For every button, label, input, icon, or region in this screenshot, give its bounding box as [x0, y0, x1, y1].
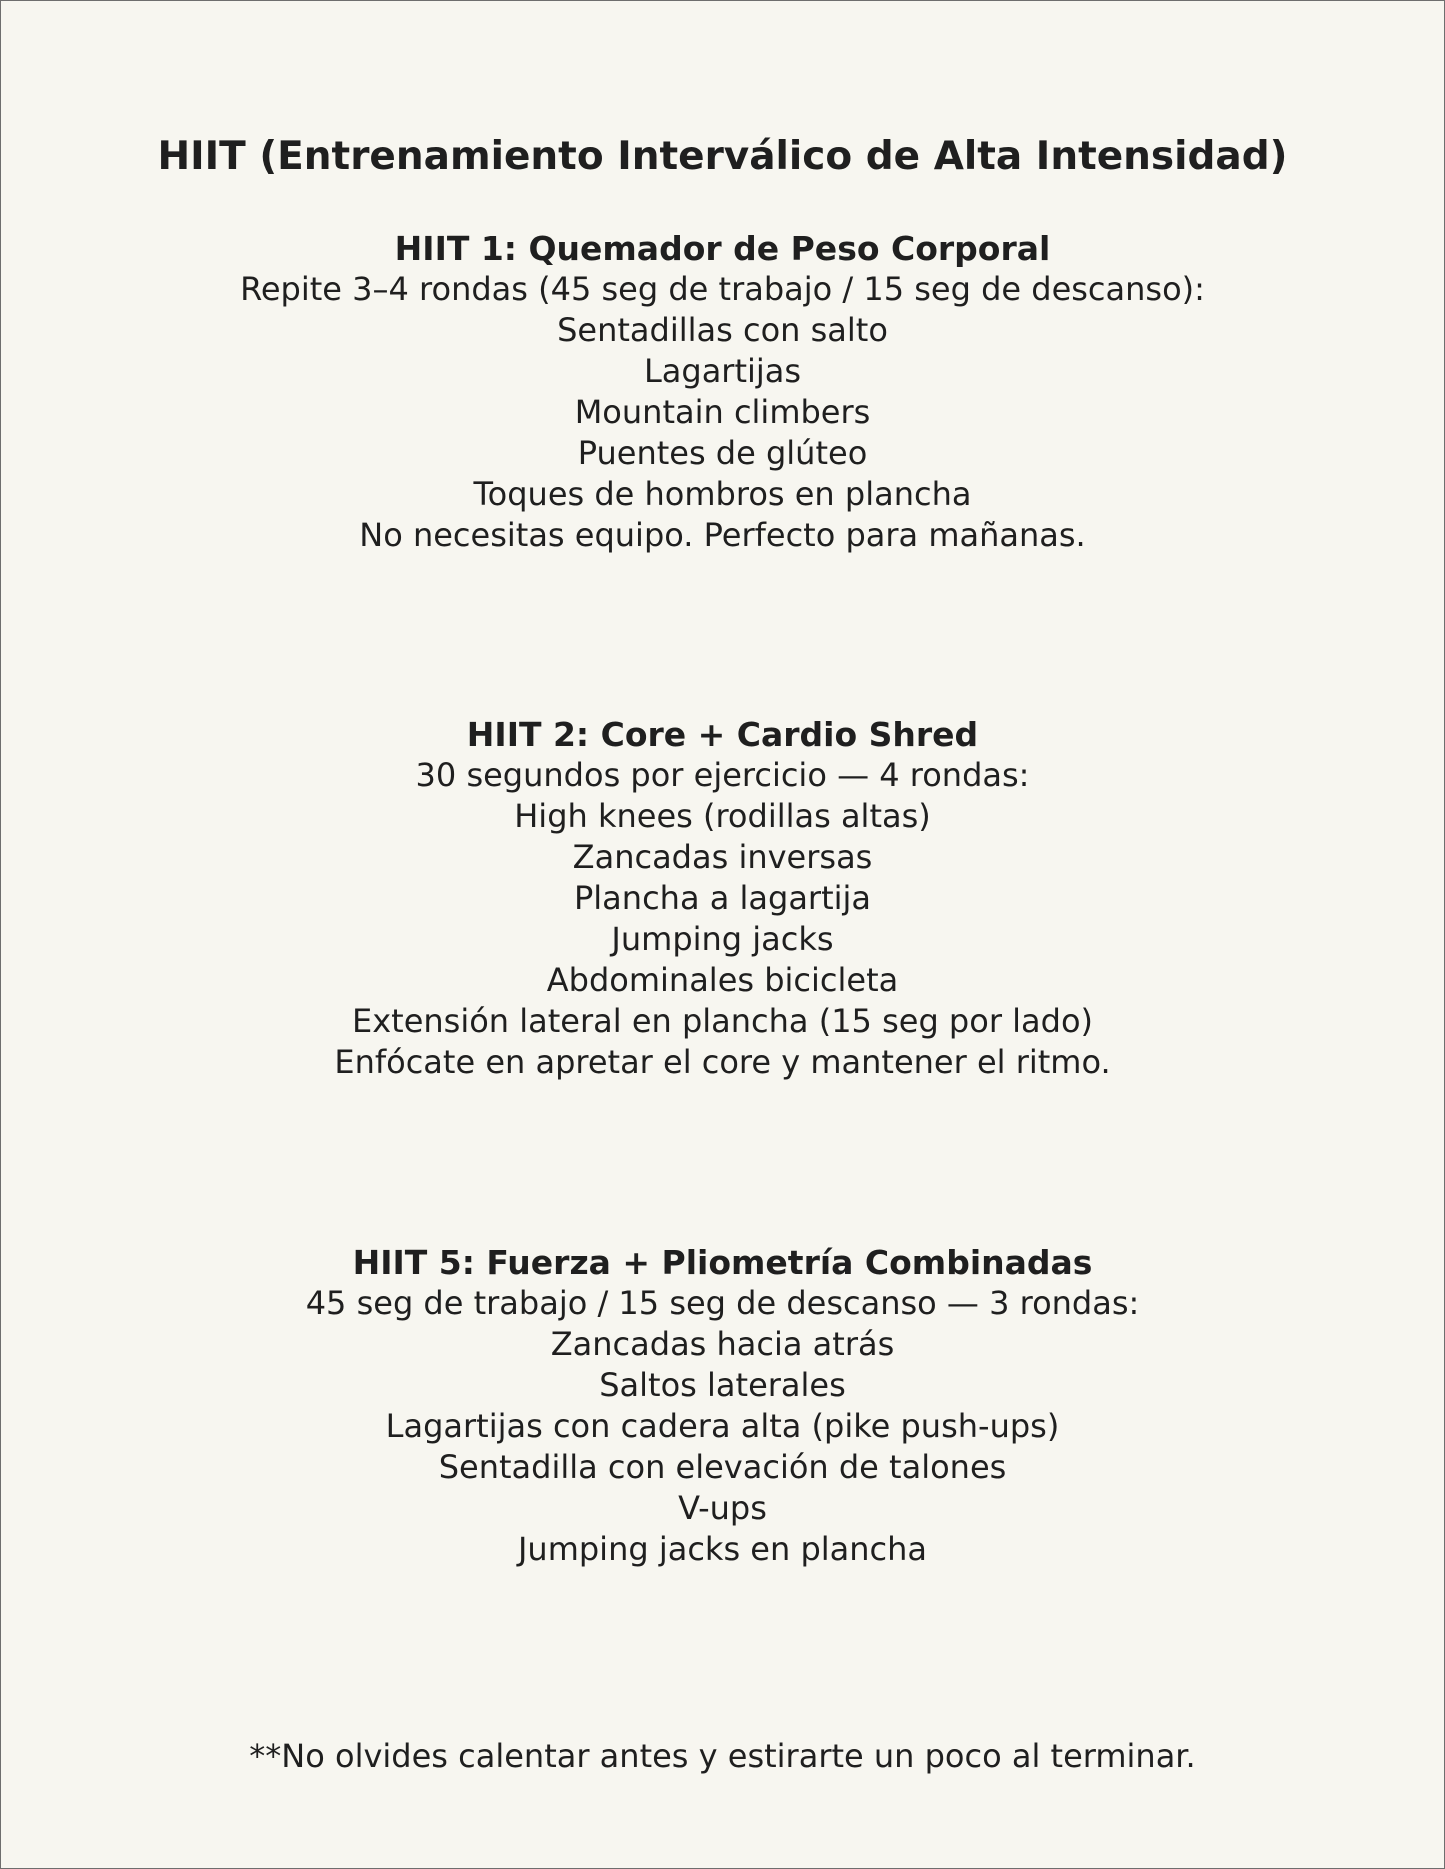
- exercise-item: Jumping jacks en plancha: [517, 1530, 928, 1568]
- footer-note: **No olvides calentar antes y estirarte un poco al terminar.: [249, 1737, 1196, 1775]
- section-note: No necesitas equipo. Perfecto para mañanas.: [359, 516, 1086, 554]
- page-title: HIIT (Entrenamiento Interválico de Alta Intensidad): [157, 134, 1288, 179]
- exercise-item: Plancha a lagartija: [573, 879, 872, 917]
- exercise-item: Abdominales bicicleta: [546, 961, 899, 999]
- workout-section-hiit-5: [1, 1243, 1444, 1570]
- section-heading: HIIT 1: Quemador de Peso Corporal: [394, 229, 1051, 268]
- exercise-item: Zancadas hacia atrás: [550, 1325, 895, 1363]
- workout-section-hiit-1: [1, 229, 1444, 556]
- exercise-list: [1, 310, 1444, 515]
- exercise-item: Puentes de glúteo: [577, 434, 868, 472]
- section-intro: 45 seg de trabajo / 15 seg de descanso — 3 rondas:: [305, 1284, 1140, 1322]
- exercise-item: High knees (rodillas altas): [514, 797, 931, 835]
- exercise-item: Extensión lateral en plancha (15 seg por lado): [351, 1002, 1094, 1040]
- section-intro: 30 segundos por ejercicio — 4 rondas:: [415, 756, 1030, 794]
- exercise-item: Sentadillas con salto: [557, 311, 888, 349]
- exercise-item: Lagartijas: [643, 352, 802, 390]
- section-heading: HIIT 5: Fuerza + Pliometría Combinadas: [352, 1243, 1093, 1282]
- exercise-item: V-ups: [678, 1489, 767, 1527]
- exercise-item: Saltos laterales: [599, 1366, 846, 1404]
- workout-section-hiit-2: [1, 715, 1444, 1083]
- section-intro: Repite 3–4 rondas (45 seg de trabajo / 15 seg de descanso):: [240, 270, 1205, 308]
- exercise-item: Mountain climbers: [574, 393, 871, 431]
- exercise-list: [1, 1324, 1444, 1570]
- exercise-list: [1, 796, 1444, 1042]
- exercise-item: Sentadilla con elevación de talones: [438, 1448, 1007, 1486]
- exercise-item: Lagartijas con cadera alta (pike push-ups): [385, 1407, 1060, 1445]
- section-note: Enfócate en apretar el core y mantener el ritmo.: [334, 1043, 1111, 1081]
- exercise-item: Zancadas inversas: [572, 838, 873, 876]
- section-heading: HIIT 2: Core + Cardio Shred: [466, 715, 979, 754]
- exercise-item: Jumping jacks: [611, 920, 834, 958]
- exercise-item: Toques de hombros en plancha: [473, 475, 972, 513]
